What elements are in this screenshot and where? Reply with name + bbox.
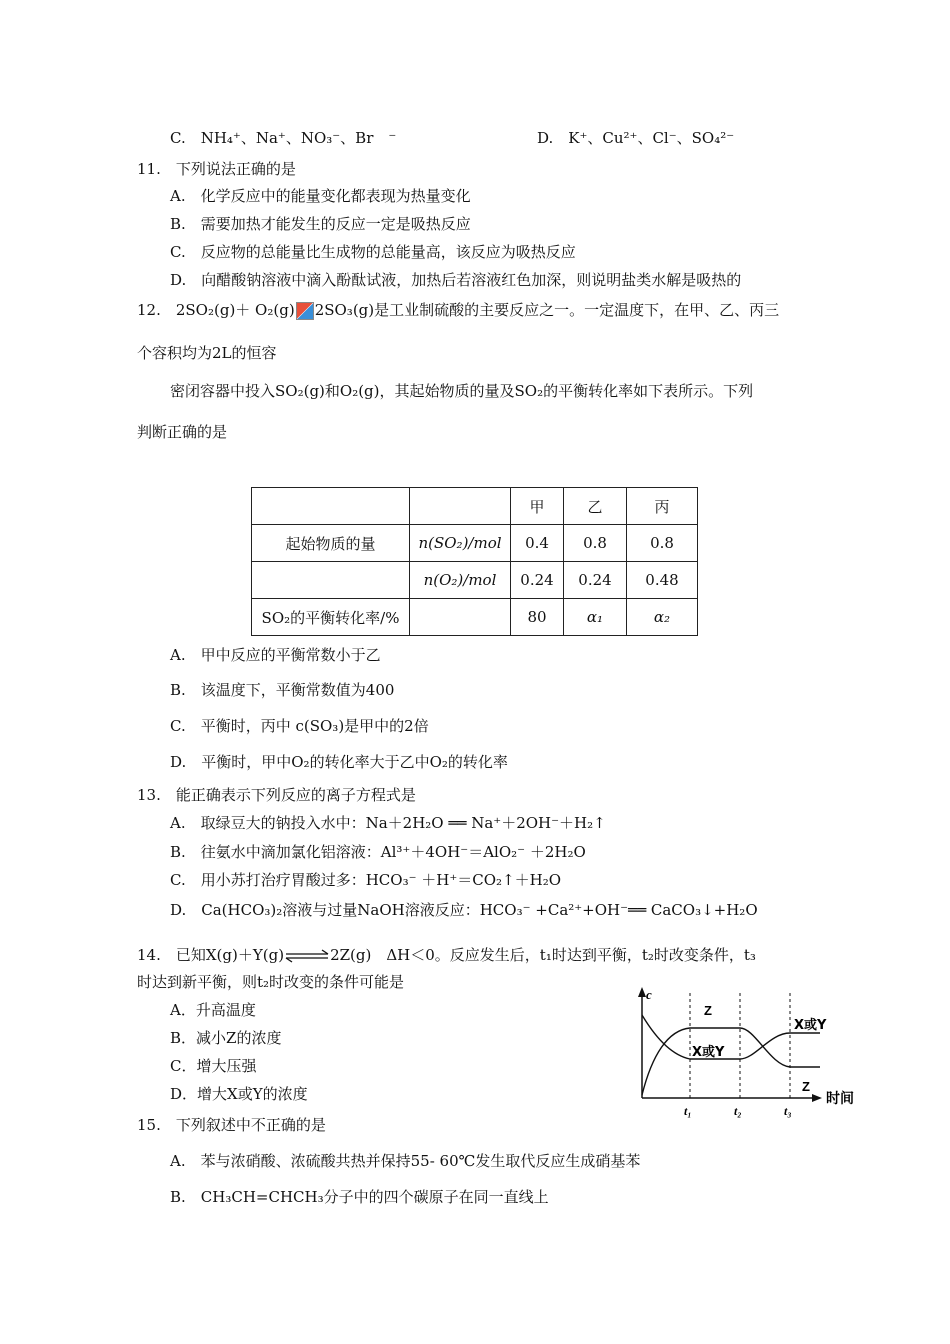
table-header-jia: 甲 <box>511 488 564 525</box>
x-axis-arrow-icon <box>812 1094 822 1102</box>
q13-option-d: D. Ca(HCO₃)₂溶液与过量NaOH溶液反应：HCO₃⁻ +Ca²⁺+OH⁻══ CaCO₃↓+H₂O <box>170 901 758 919</box>
table-row <box>252 599 698 636</box>
q11-option-a: A. 化学反应中的能量变化都表现为热量变化 <box>170 187 471 205</box>
q15-stem: 15. 下列叙述中不正确的是 <box>137 1116 326 1134</box>
q13-stem: 13. 能正确表示下列反应的离子方程式是 <box>137 786 416 804</box>
q12-stem-line2: 个容积均为2L的恒容 <box>137 344 277 362</box>
reversible-arrow-icon <box>296 302 314 320</box>
table-cell <box>410 599 511 636</box>
q15-option-b: B. CH₃CH=CHCH₃分子中的四个碳原子在同一直线上 <box>170 1188 549 1206</box>
q11-option-c: C. 反应物的总能量比生成物的总能量高，该反应为吸热反应 <box>170 243 576 261</box>
table-header-yi: 乙 <box>564 488 627 525</box>
q12-option-c: C. 平衡时，丙中 c(SO₃)是甲中的2倍 <box>170 717 429 735</box>
table-row <box>252 525 698 562</box>
q12-stem-part1: 12. 2SO₂(g)＋ O₂(g) <box>137 301 295 319</box>
q14-stem-part2: 2Z(g) ΔH＜0。反应发生后，t₁时达到平衡，t₂时改变条件，t₃ <box>330 946 756 964</box>
table-cell: 80 <box>511 599 564 636</box>
q13-option-b: B. 往氨水中滴加氯化铝溶液：Al³⁺＋4OH⁻＝AlO₂⁻ ＋2H₂O <box>170 843 586 861</box>
q12-data-table <box>251 487 698 636</box>
xy-label-middle: X或Y <box>692 1045 725 1060</box>
table-cell: 0.4 <box>511 525 564 562</box>
q11-stem: 11. 下列说法正确的是 <box>137 160 296 178</box>
t2-label: t₂ <box>734 1104 742 1118</box>
table-unit-so2: n(SO₂)/mol <box>410 525 511 562</box>
z-curve <box>642 1028 820 1095</box>
table-row <box>252 562 698 599</box>
xy-label-right: X或Y <box>794 1018 827 1033</box>
table-cell: 0.24 <box>511 562 564 599</box>
table-cell: 0.8 <box>627 525 698 562</box>
table-cell: α₁ <box>564 599 627 636</box>
q11-option-b: B. 需要加热才能发生的反应一定是吸热反应 <box>170 215 471 233</box>
table-cell <box>252 488 410 525</box>
q14-stem-line2: 时达到新平衡，则t₂时改变的条件可能是 <box>137 973 405 991</box>
y-axis-arrow-icon <box>638 987 646 997</box>
q14-stem-line1 <box>137 945 756 965</box>
z-label-right: Z <box>802 1079 810 1094</box>
q14-option-c: C．增大压强 <box>170 1057 257 1075</box>
q12-option-b: B. 该温度下，平衡常数值为400 <box>170 681 395 699</box>
q10-option-c: C. NH₄⁺、Na⁺、NO₃⁻、Br ⁻ <box>170 129 397 147</box>
q14-option-d: D．增大X或Y的浓度 <box>170 1085 308 1103</box>
q14-option-a: A．升高温度 <box>170 1001 256 1019</box>
table-header-bing: 丙 <box>627 488 698 525</box>
table-cell: 0.48 <box>627 562 698 599</box>
x-axis-label: 时间 <box>826 1091 854 1107</box>
q12-stem-part2: 2SO₃(g)是工业制硫酸的主要反应之一。一定温度下，在甲、乙、丙三 <box>314 301 780 319</box>
reversible-arrow-icon <box>284 949 330 963</box>
q11-option-d: D. 向醋酸钠溶液中滴入酚酞试液，加热后若溶液红色加深，则说明盐类水解是吸热的 <box>170 271 742 289</box>
table-row-label: SO₂的平衡转化率/% <box>252 599 410 636</box>
table-cell <box>252 562 410 599</box>
q13-option-c: C. 用小苏打治疗胃酸过多：HCO₃⁻ ＋H⁺＝CO₂↑＋H₂O <box>170 871 562 889</box>
y-axis-label: c <box>646 987 652 1002</box>
q10-option-d: D. K⁺、Cu²⁺、Cl⁻、SO₄²⁻ <box>537 129 735 147</box>
q12-stem-line1 <box>137 300 779 320</box>
table-cell: α₂ <box>627 599 698 636</box>
q14-concentration-graph <box>630 985 860 1120</box>
q14-stem-part1: 14. 已知X(g)＋Y(g) <box>137 946 285 964</box>
t1-label: t₁ <box>684 1104 692 1118</box>
q12-option-a: A. 甲中反应的平衡常数小于乙 <box>170 646 381 664</box>
q13-option-a: A. 取绿豆大的钠投入水中：Na＋2H₂O ══ Na⁺＋2OH⁻＋H₂↑ <box>170 814 606 832</box>
z-label-top: Z <box>704 1003 712 1018</box>
table-cell: 0.8 <box>564 525 627 562</box>
table-unit-o2: n(O₂)/mol <box>410 562 511 599</box>
q12-stem-line4: 判断正确的是 <box>137 423 228 441</box>
q15-option-a: A. 苯与浓硝酸、浓硫酸共热并保持55- 60℃发生取代反应生成硝基苯 <box>170 1152 641 1170</box>
q12-option-d: D. 平衡时，甲中O₂的转化率大于乙中O₂的转化率 <box>170 753 508 771</box>
table-row <box>252 488 698 525</box>
table-row-label: 起始物质的量 <box>252 525 410 562</box>
t3-label: t₃ <box>784 1104 792 1118</box>
table-cell <box>410 488 511 525</box>
q14-option-b: B．减小Z的浓度 <box>170 1029 282 1047</box>
q12-stem-line3: 密闭容器中投入SO₂(g)和O₂(g)，其起始物质的量及SO₂的平衡转化率如下表所示。下列 <box>170 382 754 400</box>
table-cell: 0.24 <box>564 562 627 599</box>
